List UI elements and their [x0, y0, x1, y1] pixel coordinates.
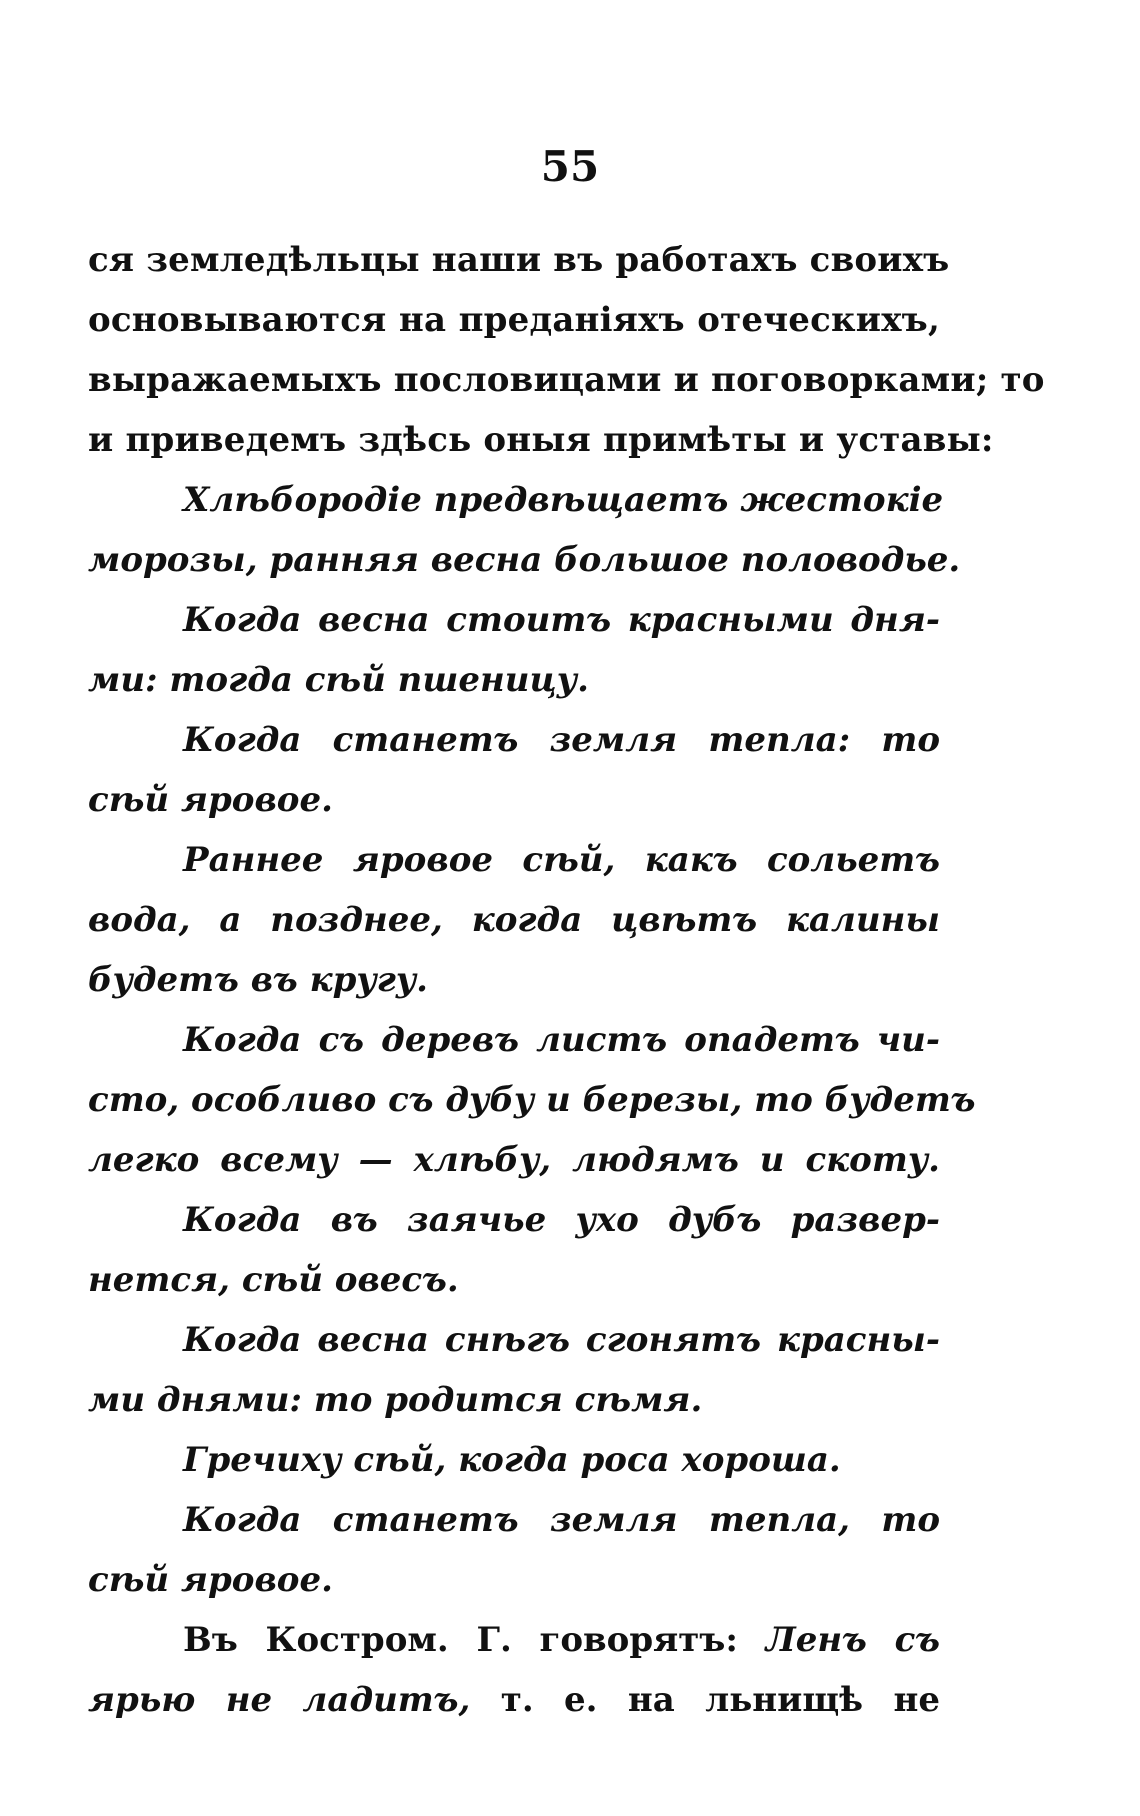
- proverb-line: Гречиху сѣй, когда роса хороша.: [183, 1440, 841, 1480]
- proverb-line: вода, а позднее, когда цвѣтъ калины: [88, 900, 940, 940]
- text-line: основываются на преданiяхъ отеческихъ,: [88, 300, 940, 340]
- proverb-line: нется, сѣй овесъ.: [88, 1260, 459, 1300]
- proverb-line: Раннее яровое сѣй, какъ сольетъ: [183, 840, 940, 880]
- proverb-line: Хлѣбородiе предвѣщаетъ жестокiе: [183, 480, 944, 520]
- proverb-line: легко всему — хлѣбу, людямъ и скоту.: [88, 1140, 940, 1180]
- text-line: [88, 1670, 940, 1730]
- proverb-span: ярью не ладитъ,: [88, 1680, 471, 1720]
- proverb-line: ми: тогда сѣй пшеницу.: [88, 660, 589, 700]
- text-line: ся земледѣльцы наши въ работахъ своихъ: [88, 240, 950, 280]
- proverb-span: Ленъ съ: [765, 1620, 941, 1660]
- proverb-line: ми днями: то родится сѣмя.: [88, 1380, 703, 1420]
- text-span: т. е. на льнищѣ не: [500, 1680, 940, 1720]
- proverb-line: морозы, ранняя весна большое половодье.: [88, 540, 961, 580]
- proverb-line: Когда въ заячье ухо дубъ развер-: [183, 1200, 940, 1240]
- text-line: и приведемъ здѣсь оныя примѣты и уставы:: [88, 420, 994, 460]
- proverb-line: Когда весна снѣгъ сгонятъ красны-: [183, 1320, 940, 1360]
- proverb-line: сѣй яровое.: [88, 1560, 333, 1600]
- proverb-line: Когда съ деревъ листъ опадетъ чи-: [183, 1020, 940, 1060]
- body-text: [88, 230, 1045, 1730]
- text-line: выражаемыхъ пословицами и поговорками; то: [88, 360, 1045, 400]
- proverb-line: Когда станетъ земля тепла, то: [183, 1500, 940, 1540]
- proverb-line: сѣй яровое.: [88, 780, 333, 820]
- proverb-line: сто, особливо съ дубу и березы, то будетъ: [88, 1080, 976, 1120]
- proverb-line: Когда весна стоитъ красными дня-: [183, 600, 940, 640]
- proverb-line: Когда станетъ земля тепла: то: [183, 720, 940, 760]
- proverb-line: будетъ въ кругу.: [88, 960, 428, 1000]
- text-line: [88, 1610, 940, 1670]
- text-span: Въ Костром. Г. говорятъ:: [183, 1620, 738, 1660]
- page-number: 55: [540, 142, 600, 191]
